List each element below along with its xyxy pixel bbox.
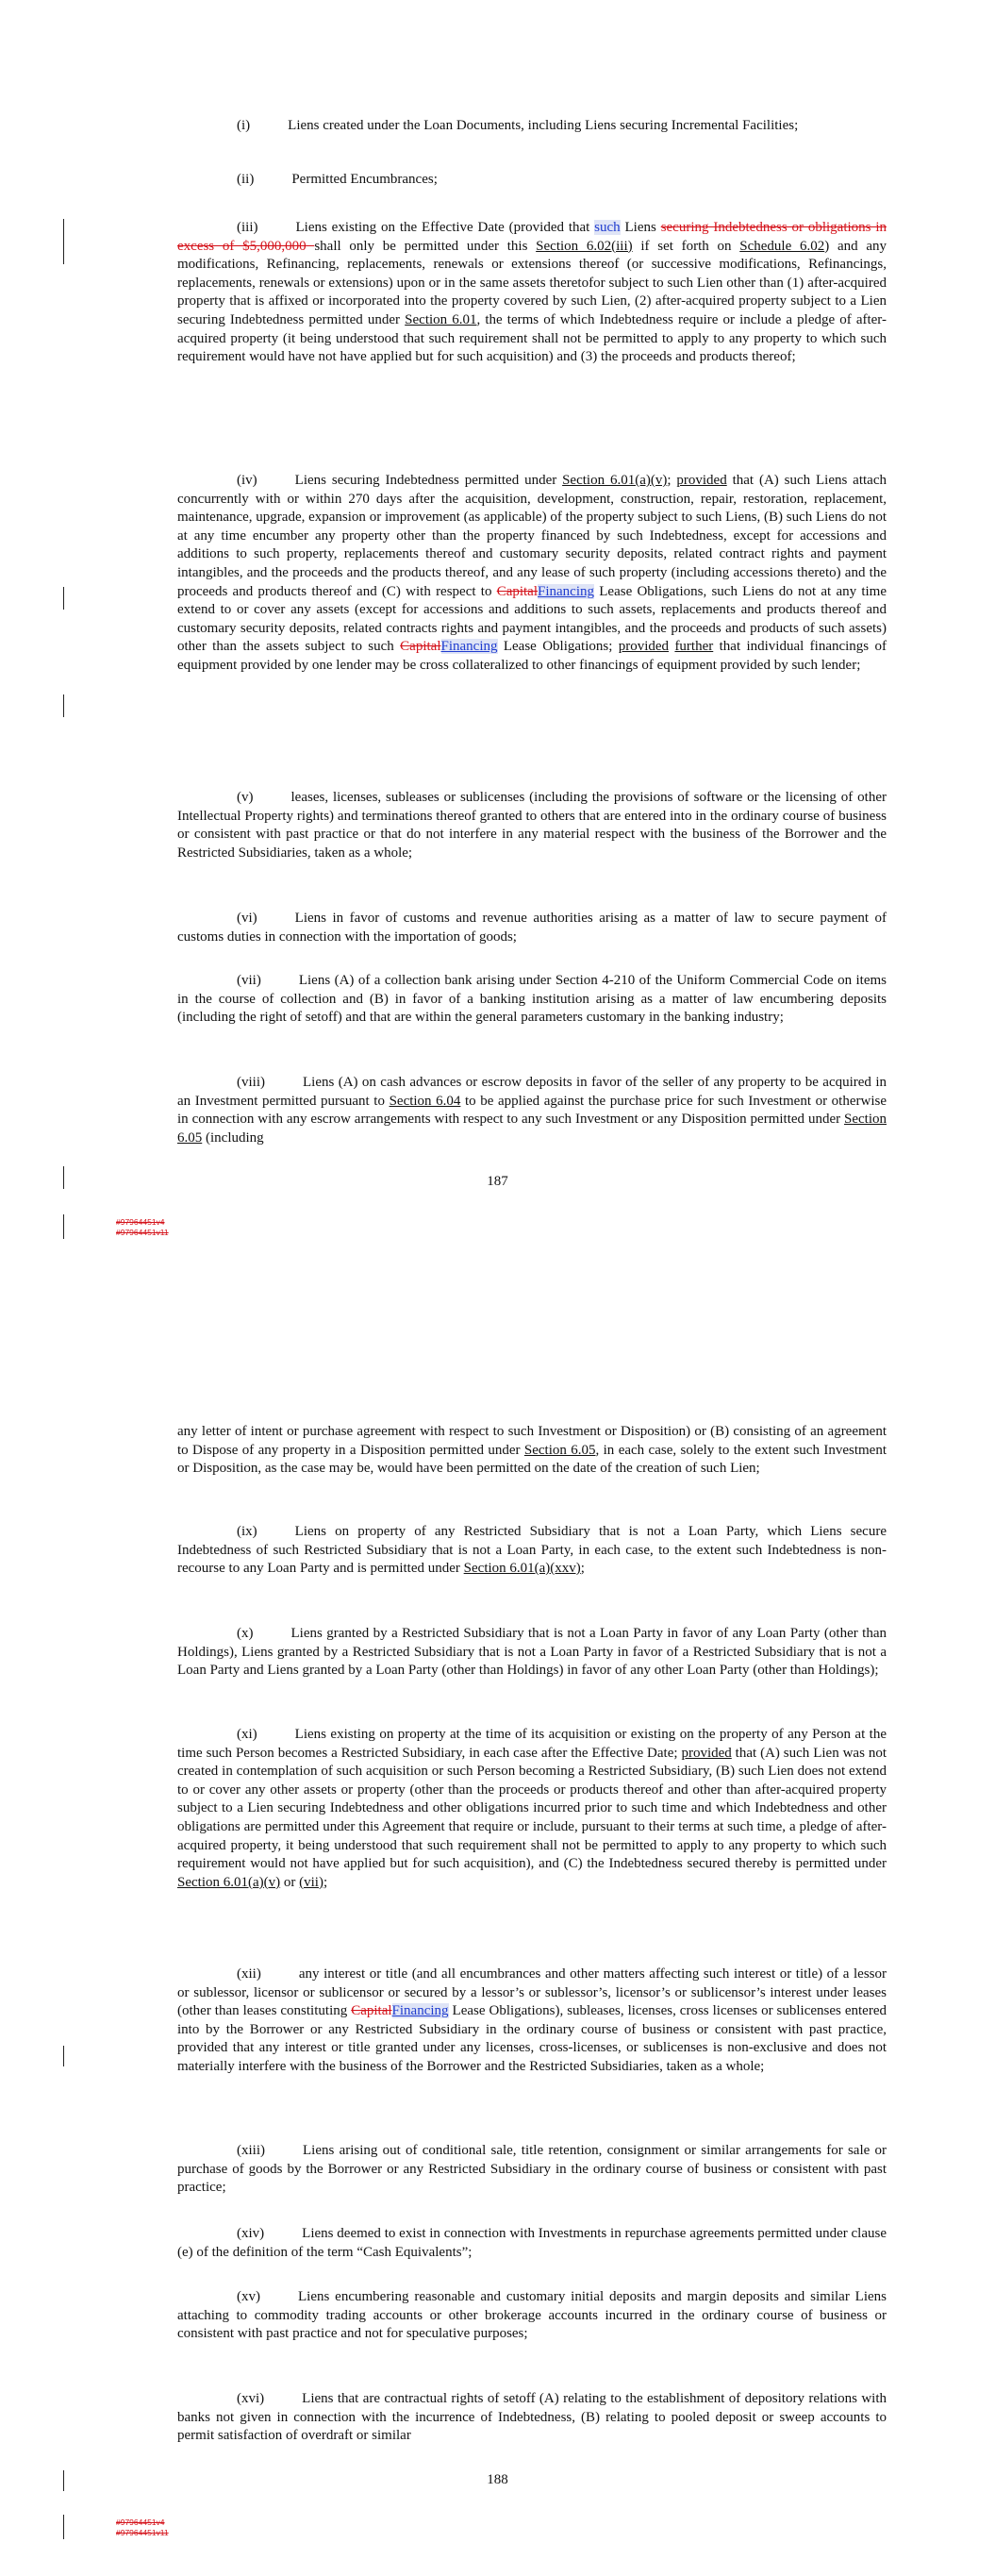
change-bar	[63, 219, 64, 264]
clause-xiii: (xiii) Liens arising out of conditional sale, title retention, consignment or similar arrangements for sale or purchase of goods by the Borrower or any Restricted Subsidiary in the ordinary course of business or consistent with past practice;	[177, 2143, 887, 2196]
deleted-text: securing Indebtedness or obligations in excess of $5,000,000	[177, 220, 887, 254]
clause-xvi: (xvi) Liens that are contractual rights of setoff (A) relating to the establishment of depository relations with banks not given in connection with the incurrence of Indebtedness, (B) relating to pooled deposit or sweep accounts to permit satisfaction of overdraft or similar	[177, 2391, 887, 2444]
section-ref: (vii)	[299, 1874, 323, 1890]
clause-xv: (xv) Liens encumbering reasonable and customary initial deposits and margin deposits and similar Liens attaching to commodity trading accounts or other brokerage accounts incurred in the ordinary course of business or consistent with past practice and not for speculative purposes;	[177, 2289, 887, 2342]
clause-v: (v) leases, licenses, subleases or sublicenses (including the provisions of software or the licensing of other Intellectual Property rights) and terminations thereof granted to others that are entered into in the ordinary course of business or consistent with past practice or that do not interfere in any material respect with the business of the Borrower and the Restricted Subsidiaries, taken as a whole;	[177, 790, 887, 861]
page-number: 187	[487, 1174, 508, 1189]
deleted-text: Capital	[351, 2003, 392, 2019]
proviso: provided	[681, 1745, 732, 1761]
section-ref: Section 6.01	[405, 311, 477, 327]
clause-xiv: (xiv) Liens deemed to exist in connection with Investments in repurchase agreements permitted under clause (e) of the definition of the term “Cash Equivalents”;	[177, 2226, 887, 2260]
section-ref: Section 6.04	[389, 1093, 461, 1109]
clause-viii: (viii) Liens (A) on cash advances or escrow deposits in favor of the seller of any property to be acquired in an Investment permitted pursuant to Section 6.04 to be applied against the purchase price for such Investment or otherwise in connection with any escrow arrangements with respect to any such Investment or any Disposition permitted under Section 6.05 (including	[177, 1075, 887, 1146]
deleted-text: Capital	[400, 639, 441, 655]
change-bar	[63, 587, 64, 610]
change-bar	[63, 2046, 64, 2066]
deleted-text: Capital	[496, 583, 539, 599]
page-number: 188	[487, 2472, 508, 2487]
inserted-text: Financing	[440, 639, 498, 655]
clause-vii: (vii) Liens (A) of a collection bank arising under Section 4-210 of the Uniform Commercial Code on items in the course of collection and (B) in favor of a banking institution arising as a matter of law encumbering deposits (including the right of setoff) and that are within the general parameters customary in the banking industry;	[177, 973, 887, 1026]
document-id-footer: #97964451v4 #97964451v11	[116, 2517, 169, 2537]
inserted-text: Financing	[538, 583, 595, 599]
section-ref: Section 6.01(a)(v)	[177, 1874, 281, 1890]
change-bar	[63, 2470, 64, 2491]
clause-iv: (iv) Liens securing Indebtedness permitted under Section 6.01(a)(v); provided that (A) such Liens attach concurrently with or within 270 days after the acquisition, development, construction, repair, restoration, replacement, maintenance, upgrade, expansion or improvement (as applicable) of the property subject to such Liens, (B) such Liens do not at any time encumber any property other than the property financed by such Indebtedness, except for accessions and additions to such property, replacements thereof and customary security deposits, related contract rights and payment intangibles, and the proceeds and the products thereof, and any lease of such property (including accessions thereto) and the proceeds and products thereof and (C) with respect to CapitalFinancing Lease Obligations, such Liens do not at any time extend to or cover any assets (except for accessions and additions to such assets, replacements and products thereof and customary security deposits, related contracts rights and payment intangibles, and the proceeds and products of such assets) other than the assets subject to such CapitalFinancing Lease Obligations; provided further that individual financings of equipment provided by one lender may be cross collateralized to other financings of equipment provided by such lender;	[177, 473, 887, 673]
change-bar	[63, 1166, 64, 1189]
clause-xii: (xii) any interest or title (and all encumbrances and other matters affecting such interest or title) of a lessor or sublessor, licensor or sublicensor or secured by a lessor’s or sublessor’s, licensor’s or sublicensor’s interest under leases (other than leases constituting CapitalFinancing Lease Obligations), subleases, licenses, cross licenses or sublicenses entered into by the Borrower or any Restricted Subsidiary in the ordinary course of business or consistent with past practice, provided that any interest or title granted under any licenses, cross-licenses, or sublicenses is non-exclusive and does not materially interfere with the business of the Borrower and the Restricted Subsidiaries, taken as a whole;	[177, 1966, 887, 2074]
clause-viii-continued: any letter of intent or purchase agreement with respect to such Investment or Disposition) or (B) consisting of an agreement to Dispose of any property in a Disposition permitted under Section 6.05, in each case, solely to the extent such Investment or Disposition, as the case may be, would have been permitted on the date of the creation of such Lien;	[177, 1424, 887, 1477]
document-id-footer: #97964451v4 #97964451v11	[116, 1217, 169, 1237]
change-bar	[63, 1214, 64, 1239]
clause-i: (i) Liens created under the Loan Documents, including Liens securing Incremental Facilities;	[237, 118, 799, 133]
proviso: provided	[676, 473, 727, 488]
page-188	[0, 1293, 995, 2576]
section-ref: Section 6.05	[523, 1442, 596, 1458]
change-bar	[63, 2515, 64, 2539]
inserted-text: Financing	[391, 2003, 449, 2019]
clause-iii: (iii) Liens existing on the Effective Date (provided that such Liens securing Indebtedness or obligations in excess of $5,000,000 shall only be permitted under this Section 6.02(iii) if set forth on Schedule 6.02) and any modifications, Refinancing, replacements, renewals or extensions thereof (or successive modifications, Refinancings, replacements, renewals or extensions) upon or in the same assets theretofor subject to such Lien other than (1) after-acquired property that is affixed or incorporated into the property covered by such Lien, (2) after-acquired property subject to a Lien securing Indebtedness permitted under Section 6.01, the terms of which Indebtedness require or include a pledge of after-acquired property (it being understood that such requirement shall not be permitted to apply to any property to which such requirement would have not have applied but for such acquisition) and (3) the proceeds and products thereof;	[177, 220, 887, 365]
clause-ix: (ix) Liens on property of any Restricted Subsidiary that is not a Loan Party, which Liens secure Indebtedness of such Restricted Subsidiary that is not a Loan Party, in each case, to the extent such Indebtedness is non-recourse to any Loan Party and is permitted under Section 6.01(a)(xxv);	[177, 1524, 887, 1577]
section-ref: Section 6.02(iii)	[536, 238, 633, 254]
section-ref: Section 6.05	[177, 1112, 887, 1146]
clause-ii: (ii) Permitted Encumbrances;	[237, 172, 438, 187]
proviso: provided	[618, 639, 670, 655]
clause-vi: (vi) Liens in favor of customs and revenue authorities arising as a matter of law to secure payment of customs duties in connection with the importation of goods;	[177, 911, 887, 945]
section-ref: Section 6.01(a)(v)	[562, 473, 668, 488]
clause-x: (x) Liens granted by a Restricted Subsidiary that is not a Loan Party in favor of any Loan Party (other than Holdings), Liens granted by a Restricted Subsidiary that is not a Loan Party in favor of a Restricted Subsidiary that is not a Loan Party and Liens granted by a Loan Party (other than Holdings) in favor of any other Loan Party (other than Holdings);	[177, 1626, 887, 1679]
proviso: further	[674, 639, 714, 655]
clause-xi: (xi) Liens existing on property at the time of its acquisition or existing on the property of any Person at the time such Person becomes a Restricted Subsidiary, in each case after the Effective Date; provided that (A) such Lien was not created in contemplation of such acquisition or such Person becoming a Restricted Subsidiary, (B) such Lien does not extend to or cover any other assets or property (other than the proceeds or products thereof and other than after-acquired property subject to a Lien securing Indebtedness and other obligations incurred prior to such time and which Indebtedness and other obligations are permitted under this Agreement that require or include, pursuant to their terms at such time, a pledge of after-acquired property, it being understood that such requirement shall not be permitted to apply to any property to which such requirement would not have applied but for such acquisition), and (C) the Indebtedness secured thereby is permitted under Section 6.01(a)(v) or (vii);	[177, 1727, 887, 1890]
section-ref: Section 6.01(a)(xxv)	[463, 1561, 581, 1577]
schedule-ref: Schedule 6.02	[739, 238, 825, 254]
change-bar	[63, 694, 64, 717]
highlighted-text: such	[594, 220, 621, 235]
